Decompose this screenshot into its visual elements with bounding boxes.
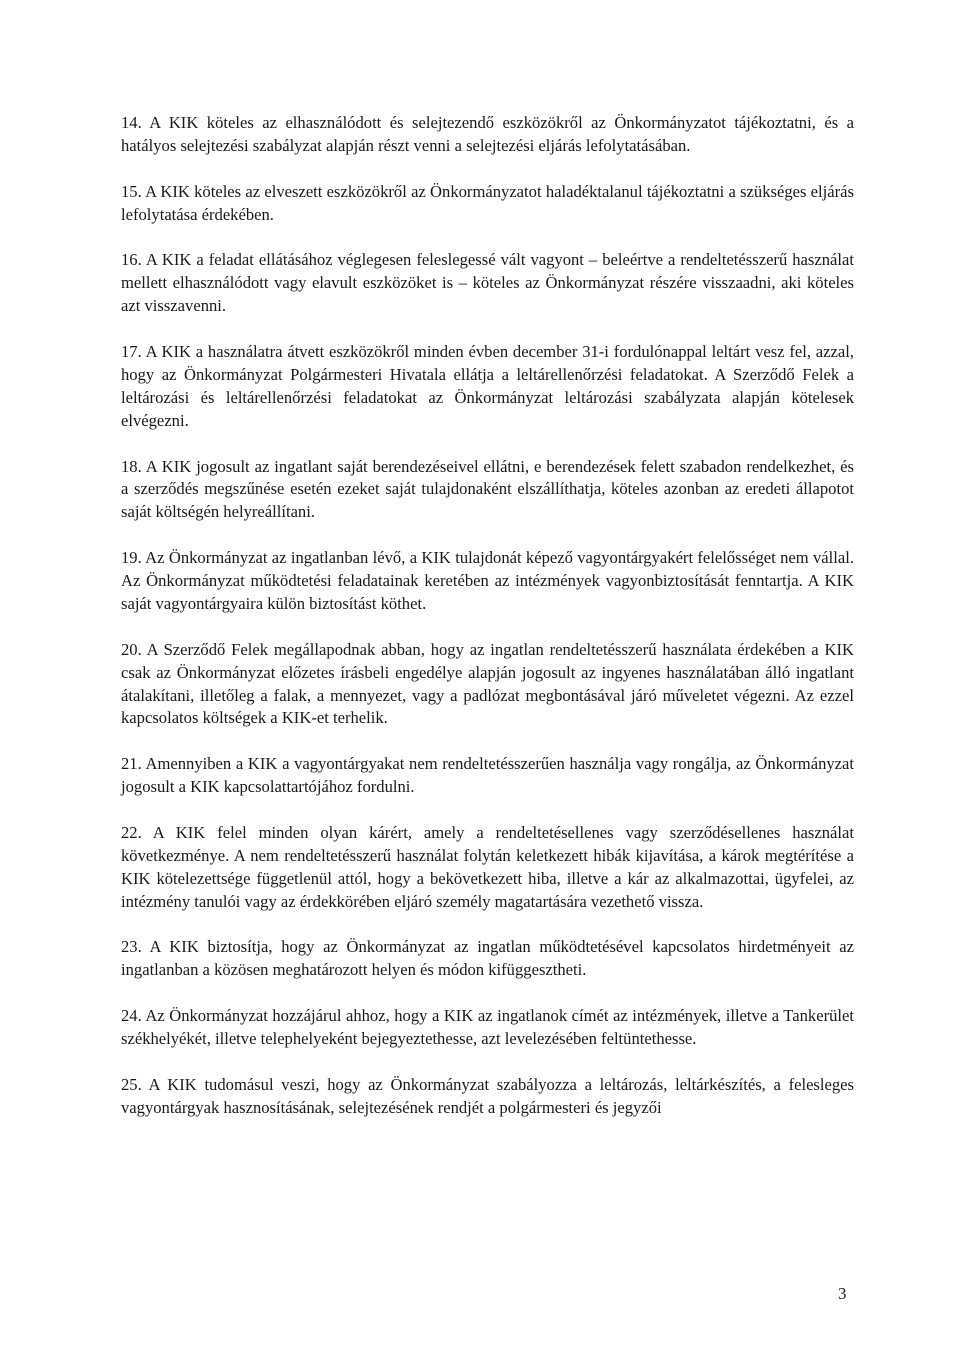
paragraph-17: 17. A KIK a használatra átvett eszközökről minden évben december 31-i fordulónappal leltárt vesz fel, azzal, hogy az Önkormányzat Polgármesteri Hivatala ellátja a leltárellenőrzési feladatokat. A Szerződő Felek a leltározási és leltárellenőrzési feladatokat az Önkormányzat leltározási szabályzata alapján kötelesek elvégezni. — [121, 342, 854, 430]
paragraph-18: 18. A KIK jogosult az ingatlant saját berendezéseivel ellátni, e berendezések felett szabadon rendelkezhet, és a szerződés megszűnése esetén ezeket saját tulajdonaként elszállíthatja, köteles azonban az eredeti állapotot saját költségén helyreállítani. — [121, 456, 854, 522]
page-number: 3 — [838, 1284, 847, 1303]
paragraph-15: 15. A KIK köteles az elveszett eszközökről az Önkormányzatot haladéktalanul tájékoztatni a szükséges eljárás lefolytatása érdekében. — [121, 181, 854, 224]
paragraph-14: 14. A KIK köteles az elhasználódott és selejtezendő eszközökről az Önkormányzatot tájékoztatni, és a hatályos selejtezési szabályzat alapján részt venni a selejtezési eljárás lefolytatásában. — [121, 113, 854, 155]
paragraph-21: 21. Amennyiben a KIK a vagyontárgyakat nem rendeltetésszerűen használja vagy rongálja, az Önkormányzat jogosult a KIK kapcsolattartójához fordulni. — [121, 754, 854, 797]
paragraph-22: 22. A KIK felel minden olyan kárért, amely a rendeltetésellenes vagy szerződésellenes használat következménye. A nem rendeltetésszerű használat folytán keletkezett hibák kijavítása, a károk megtérítése a KIK kötelezettsége függetlenül attól, hogy a bekövetkezett hiba, illetve a kár az alkalmazottai, ügyfelei, az intézmény tanulói vagy az érdekkörében eljáró személy magatartására vezethető vissza. — [121, 822, 854, 911]
paragraph-19: 19. Az Önkormányzat az ingatlanban lévő, a KIK tulajdonát képező vagyontárgyakért felelősséget nem vállal. Az Önkormányzat működtetési feladatainak keretében az intézmények vagyonbiztosítását fenntartja. A KIK saját vagyontárgyaira külön biztosítást köthet. — [121, 548, 854, 613]
paragraph-16: 16. A KIK a feladat ellátásához véglegesen feleslegessé vált vagyont – beleértve a rendeltetésszerű használat mellett elhasználódott vagy elavult eszközöket is – köteles az Önkormányzat részére visszaadni, aki köteles azt visszavenni. — [121, 250, 854, 316]
paragraph-24: 24. Az Önkormányzat hozzájárul ahhoz, hogy a KIK az ingatlanok címét az intézmények, illetve a Tankerület székhelyékét, illetve telephelyeként bejegyeztethesse, azt levelezésében feltüntethesse. — [121, 1006, 854, 1049]
paragraph-25: 25. A KIK tudomásul veszi, hogy az Önkormányzat szabályozza a leltározás, leltárkészítés, a felesleges vagyontárgyak hasznosításának, selejtezésének rendjét a polgármesteri és jegyzői — [121, 1074, 854, 1117]
paragraph-20: 20. A Szerződő Felek megállapodnak abban, hogy az ingatlan rendeltetésszerű használata érdekében a KIK csak az Önkormányzat előzetes írásbeli engedélye alapján jogosult az ingyenes használatában álló ingatlant átalakítani, illetőleg a falak, a mennyezet, vagy a padlózat megbontásával járó műveletet végezni. Az ezzel kapcsolatos költségek a KIK-et terhelik. — [121, 639, 854, 728]
paragraph-23: 23. A KIK biztosítja, hogy az Önkormányzat az ingatlan működtetésével kapcsolatos hirdetményeit az ingatlanban a közösen meghatározott helyen és módon kifüggesztheti. — [121, 937, 854, 980]
document-body — [121, 112, 854, 1120]
